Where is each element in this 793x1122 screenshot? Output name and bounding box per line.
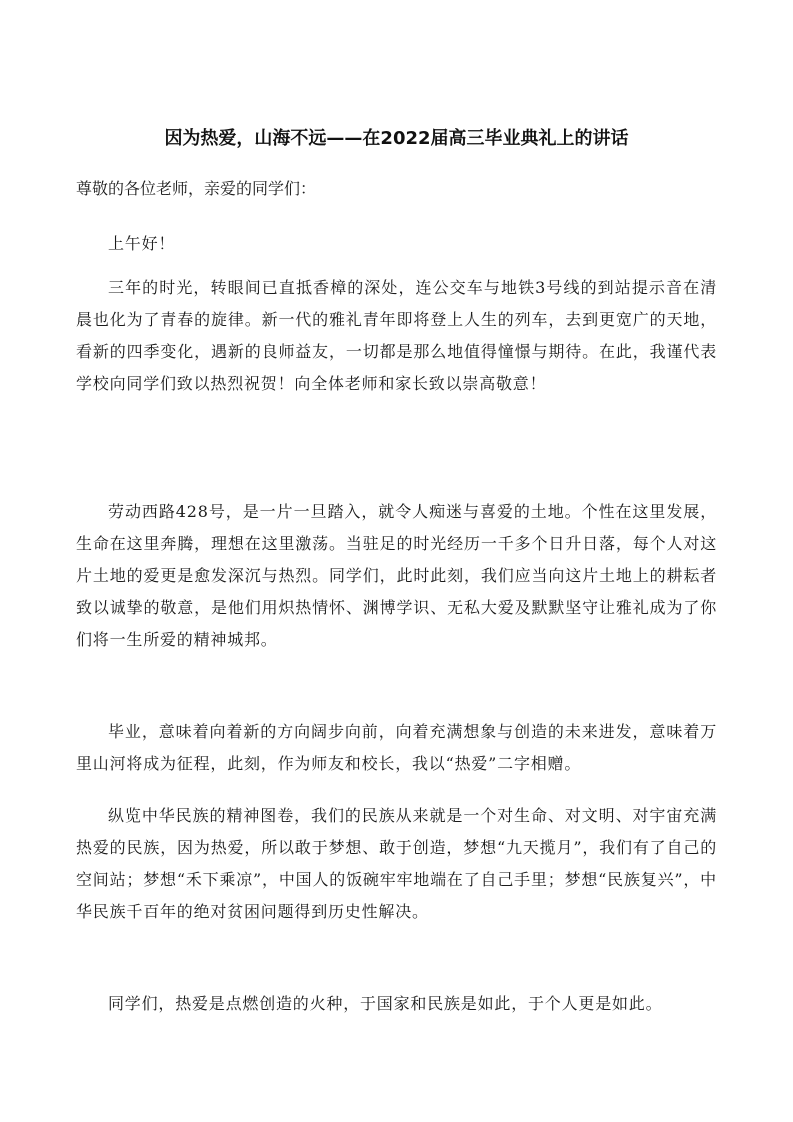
paragraph-campus: 劳动西路428号，是一片一旦踏入，就令人痴迷与喜爱的土地。个性在这里发展，生命在这里奔腾，理想在这里激荡。当驻足的时光经历一千多个日升日落，每个人对这片土地的爱更是愈发深沉与热烈。同学们，此时此刻，我们应当向这片土地上的耕耘者致以诚挚的敬意，是他们用炽热情怀、渊博学识、无私大爱及默默坚守让雅礼成为了你们将一生所爱的精神城邦。 [76, 502, 717, 649]
paragraph-passion: 同学们，热爱是点燃创造的火种，于国家和民族是如此，于个人更是如此。 [108, 994, 663, 1013]
paragraph-nation: 纵览中华民族的精神图卷，我们的民族从来就是一个对生命、对文明、对宇宙充满热爱的民族，因为热爱，所以敢于梦想、敢于创造，梦想“九天揽月”，我们有了自己的空间站；梦想“禾下乘凉”，中国人的饭碗牢牢地端在了自己手里；梦想“民族复兴”，中华民族千百年的绝对贫困问题得到历史性解决。 [76, 806, 717, 921]
paragraph-greeting: 上午好！ [108, 234, 176, 253]
paragraph-graduation: 毕业，意味着向着新的方向阔步向前，向着充满想象与创造的未来进发，意味着万里山河将成为征程，此刻，作为师友和校长，我以“热爱”二字相赠。 [76, 722, 717, 773]
document-title: 因为热爱，山海不远——在2022届高三毕业典礼上的讲话 [164, 128, 629, 149]
salutation: 尊敬的各位老师，亲爱的同学们： [76, 179, 317, 198]
paragraph-three-years: 三年的时光，转眼间已直抵香樟的深处，连公交车与地铁3号线的到站提示音在清晨也化为了青春的旋律。新一代的雅礼青年即将登上人生的列车，去到更宽广的天地，看新的四季变化，遇新的良师益友，一切都是那么地值得憧憬与期待。在此，我谨代表学校向同学们致以热烈祝贺！向全体老师和家长致以崇高敬意！ [76, 278, 717, 393]
